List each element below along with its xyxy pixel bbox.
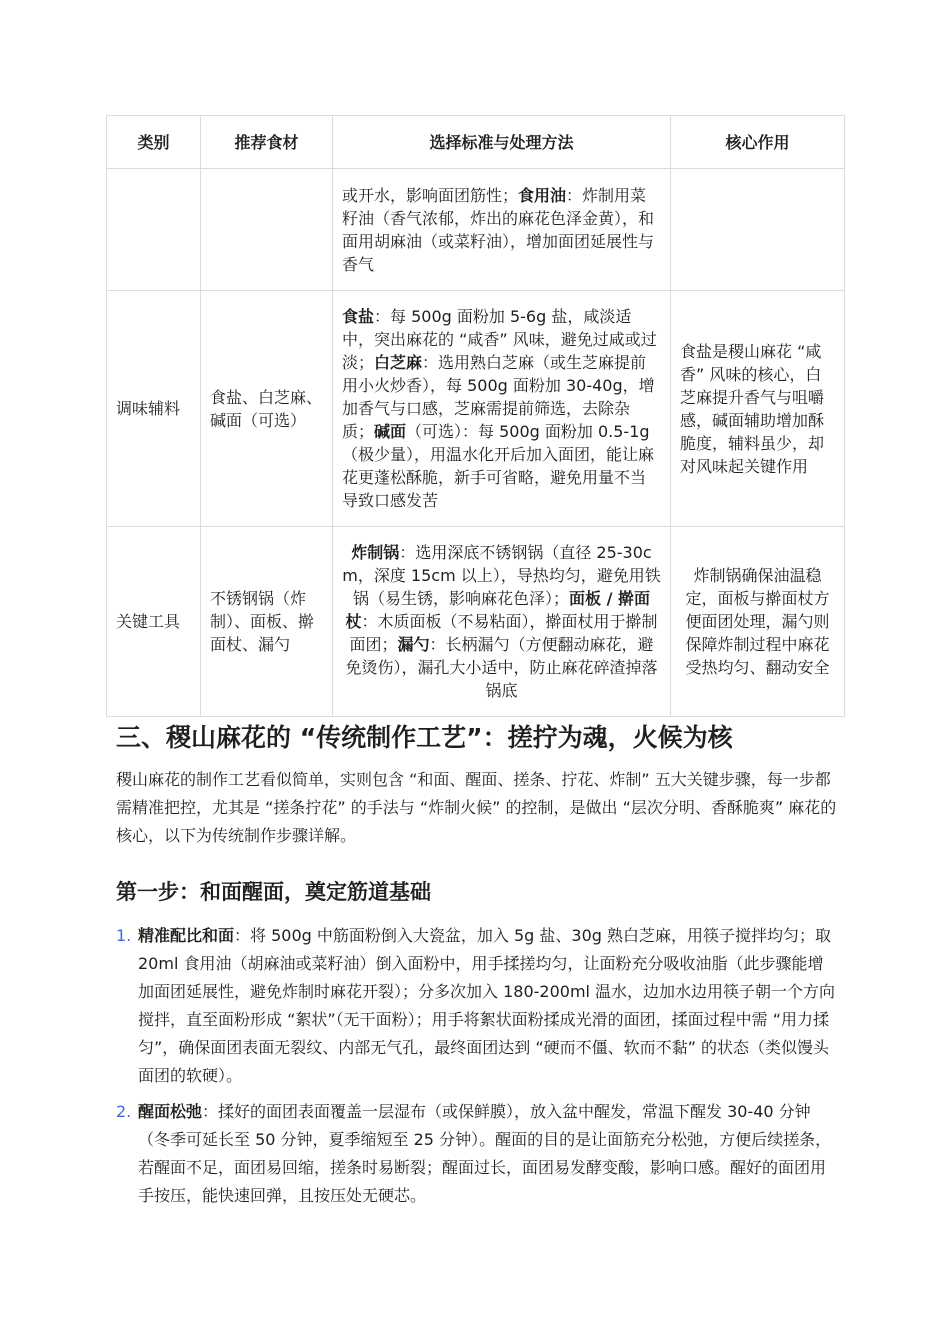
method-keyword: 面板 / 擀面杖 [345,589,650,631]
method-text: ：炸制用菜籽油（香气浓郁，炸出的麻花色泽金黄），和面用胡麻油（或菜籽油），增加面团延展性与香气 [342,185,655,274]
list-item [116,922,838,1090]
cell-ingredients: 食盐、白芝麻、碱面（可选） [201,291,333,527]
cell-role [671,169,845,291]
method-text: ：选用深底不锈钢锅（直径 25-30cm，深度 15cm 以上），导热均匀，避免用铁锅（易生锈，影响麻花色泽）； [342,543,661,608]
method-keyword: 炸制锅 [351,543,400,562]
cell-ingredients [201,169,333,291]
cell-role: 食盐是稷山麻花 “咸香” 风味的核心，白芝麻提升香气与咀嚼感，碱面辅助增加酥脆度，辅料虽少，却对风味起关键作用 [671,291,845,527]
method-keyword: 漏勺 [397,635,430,654]
cell-method [333,169,671,291]
method-keyword: 碱面 [374,422,407,441]
list-item [116,1098,838,1210]
list-item-label: 醒面松弛 [138,1102,203,1121]
method-keyword: 食盐 [342,307,375,326]
table-header-row [107,116,845,169]
list-number: 1. [116,926,132,945]
table-row [107,169,845,291]
method-text: ：长柄漏勺（方便翻动麻花，避免烫伤），漏孔大小适中，防止麻花碎渣掉落锅底 [345,635,658,700]
cell-category: 调味辅料 [107,291,201,527]
table-row [107,527,845,717]
header-category: 类别 [107,116,201,169]
header-role: 核心作用 [671,116,845,169]
cell-ingredients: 不锈钢锅（炸制）、面板、擀面杖、漏勺 [201,527,333,717]
method-text: （可选）：每 500g 面粉加 0.5-1g（极少量），用温水化开后加入面团，能让麻花更蓬松酥脆，新手可省略，避免用量不当导致口感发苦 [342,422,655,510]
list-item-text: ：将 500g 中筋面粉倒入大瓷盆，加入 5g 盐、30g 熟白芝麻，用筷子搅拌均匀；取 20ml 食用油（胡麻油或菜籽油）倒入面粉中，用手揉搓均匀，让面粉充分吸收油脂（此步骤能增加面团延展性，避免炸制时麻花开裂）；分多次加入 180-200ml 温水，边加水边用筷子朝一个方向搅拌，直至面粉形成 “絮状”（无干面粉）；用手将絮状面粉揉成光滑的面团，揉面过程中需 “用力揉匀”，确保面团表面无裂纹、内部无气孔，最终面团达到 “硬而不僵、软而不黏” 的状态（类似馒头面团的软硬）。 [138,926,836,1085]
header-ingredients: 推荐食材 [201,116,333,169]
method-text: ：每 500g 面粉加 5-6g 盐，咸淡适中，突出麻花的 “咸香” 风味，避免过咸或过淡； [342,307,657,372]
method-keyword: 食用油 [518,185,567,205]
list-item-label: 精准配比和面 [138,926,235,945]
cell-method [333,527,671,717]
step-heading: 第一步：和面醒面，奠定筋道基础 [116,880,431,904]
ingredient-tool-table [106,115,845,717]
section-intro: 稷山麻花的制作工艺看似简单，实则包含 “和面、醒面、搓条、拧花、炸制” 五大关键步骤，每一步都需精准把控，尤其是 “搓条拧花” 的手法与 “炸制火候” 的控制，是做出 “层次分明、香酥脆爽” 麻花的核心，以下为传统制作步骤详解。 [116,770,837,845]
method-text: ：选用熟白芝麻（或生芝麻提前用小火炒香），每 500g 面粉加 30-40g，增加香气与口感，芝麻需提前筛选，去除杂质； [342,353,655,441]
cell-method [333,291,671,527]
cell-category [107,169,201,291]
cell-category: 关键工具 [107,527,201,717]
method-text: ：木质面板（不易粘面），擀面杖用于擀制面团； [349,612,658,654]
table-row [107,291,845,527]
section-heading: 三、稷山麻花的 “传统制作工艺”：搓拧为魂，火候为核 [116,723,733,752]
method-keyword: 白芝麻 [374,353,423,372]
list-item-text: ：揉好的面团表面覆盖一层湿布（或保鲜膜），放入盆中醒发，常温下醒发 30-40 分钟（冬季可延长至 50 分钟，夏季缩短至 25 分钟）。醒面的目的是让面筋充分松弛，方便后续搓条，若醒面不足，面团易回缩，搓条时易断裂；醒面过长，面团易发酵变酸，影响口感。醒好的面团用手按压，能快速回弹，且按压处无硬芯。 [138,1102,832,1205]
method-text: 或开水，影响面团筋性； [342,185,519,205]
cell-role: 炸制锅确保油温稳定，面板与擀面杖方便面团处理，漏勺则保障炸制过程中麻花受热均匀、翻动安全 [671,527,845,717]
step-list [116,922,838,1218]
header-method: 选择标准与处理方法 [333,116,671,169]
list-number: 2. [116,1102,132,1121]
